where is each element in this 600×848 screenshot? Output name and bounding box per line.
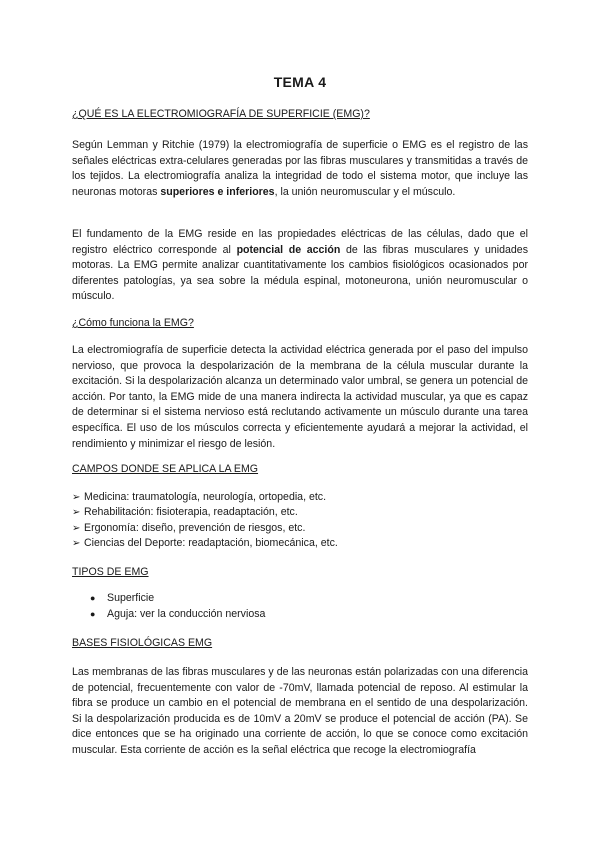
arrow-bullet-icon: ➢ — [72, 538, 81, 550]
bold-text: potencial de acción — [236, 243, 341, 256]
section-heading-types: TIPOS DE EMG — [72, 566, 149, 578]
list-item — [90, 591, 265, 607]
paragraph-text: de las fibras musculares y unidades motoras. La EMG permite analizar cuantitativamente los cambios fisiológicos ocasionados por diferentes patologías, ya sea sobre la médula espinal, motoneurona, unión neuromuscular o músculo. — [72, 243, 528, 303]
paragraph-text: El fundamento de la EMG reside en las propiedades eléctricas de las células, dado que el registro eléctrico corresponde al — [72, 228, 528, 256]
section-heading-fields: CAMPOS DONDE SE APLICA LA EMG — [72, 463, 259, 475]
list-item-text: Superficie — [107, 592, 155, 604]
arrow-bullet-icon: ➢ — [72, 522, 81, 534]
arrow-bullet-icon: ➢ — [72, 507, 81, 519]
list-item — [72, 505, 528, 520]
list-item — [72, 490, 528, 505]
paragraph-fundamentals — [72, 227, 528, 305]
bold-text: superiores e inferiores — [160, 185, 275, 198]
list-item-text: Medicina: traumatología, neurología, ortopedia, etc. — [84, 491, 327, 503]
arrow-bullet-icon: ➢ — [72, 492, 81, 503]
paragraph-definition — [72, 138, 528, 200]
section-heading-what-is-emg: ¿QUÉ ES LA ELECTROMIOGRAFÍA DE SUPERFICIE (EMG)? — [72, 108, 370, 120]
list-item — [90, 607, 265, 623]
dot-bullet-icon: ● — [90, 608, 96, 619]
list-item — [72, 536, 528, 551]
types-list — [90, 591, 265, 622]
fields-list — [72, 490, 528, 552]
page-title: TEMA 4 — [273, 74, 327, 90]
paragraph-how-it-works: La electromiografía de superficie detecta la actividad eléctrica generada por el paso del impulso nervioso, que provoca la despolarización de la membrana de la célula muscular durante la excitación. Si la despolarización alcanza un determinado valor umbral, se genera un potencial de acción. Por tanto, la EMG mide de una manera indirecta la actividad muscular, ya que es capaz de determinar si el sistema nervioso está reclutando activamente un músculo durante una tarea específica. El uso de los músculos correcta y eficientemente ayudará a mejorar la actividad, el rendimiento y minimizar el riesgo de lesión. — [72, 344, 528, 450]
section-heading-how-it-works: ¿Cómo funciona la EMG? — [72, 317, 194, 329]
list-item-text: Rehabilitación: fisioterapia, readaptación, etc. — [84, 506, 298, 519]
paragraph-text: , la unión neuromuscular y el músculo. — [274, 185, 456, 198]
list-item-text: Ergonomía: diseño, prevención de riesgos, etc. — [84, 521, 306, 534]
section-heading-physiological-bases: BASES FISIOLÓGICAS EMG — [72, 637, 213, 649]
dot-bullet-icon: ● — [90, 593, 96, 603]
paragraph-physiological-bases: Las membranas de las fibras musculares y de las neuronas están polarizadas con una diferencia de potencial, frecuentemente con valor de -70mV, llamada potencial de reposo. Al estimular la fibra se produce un cambio en el potencial de membrana en el sentido de una despolarización. Si la despolarización producida es de 10mV a 20mV se produce el potencial de acción (PA). Se dice entonces que se ha originado una corriente de acción, lo que se conoce como excitación muscular. Esta corriente de acción es la señal eléctrica que recoge la electromiografía — [72, 666, 528, 756]
list-item-text: Aguja: ver la conducción nerviosa — [107, 607, 266, 620]
list-item — [72, 521, 528, 536]
list-item-text: Ciencias del Deporte: readaptación, biomecánica, etc. — [84, 537, 338, 550]
paragraph-text: Según Lemman y Ritchie (1979) la electromiografía de superficie o EMG es el registro de las señales eléctricas extra-celulares generadas por las fibras musculares y transmitidas a través de los tejidos. La electromiografía analiza la integridad de todo el sistema motor, que incluye las neuronas motoras — [72, 139, 528, 198]
